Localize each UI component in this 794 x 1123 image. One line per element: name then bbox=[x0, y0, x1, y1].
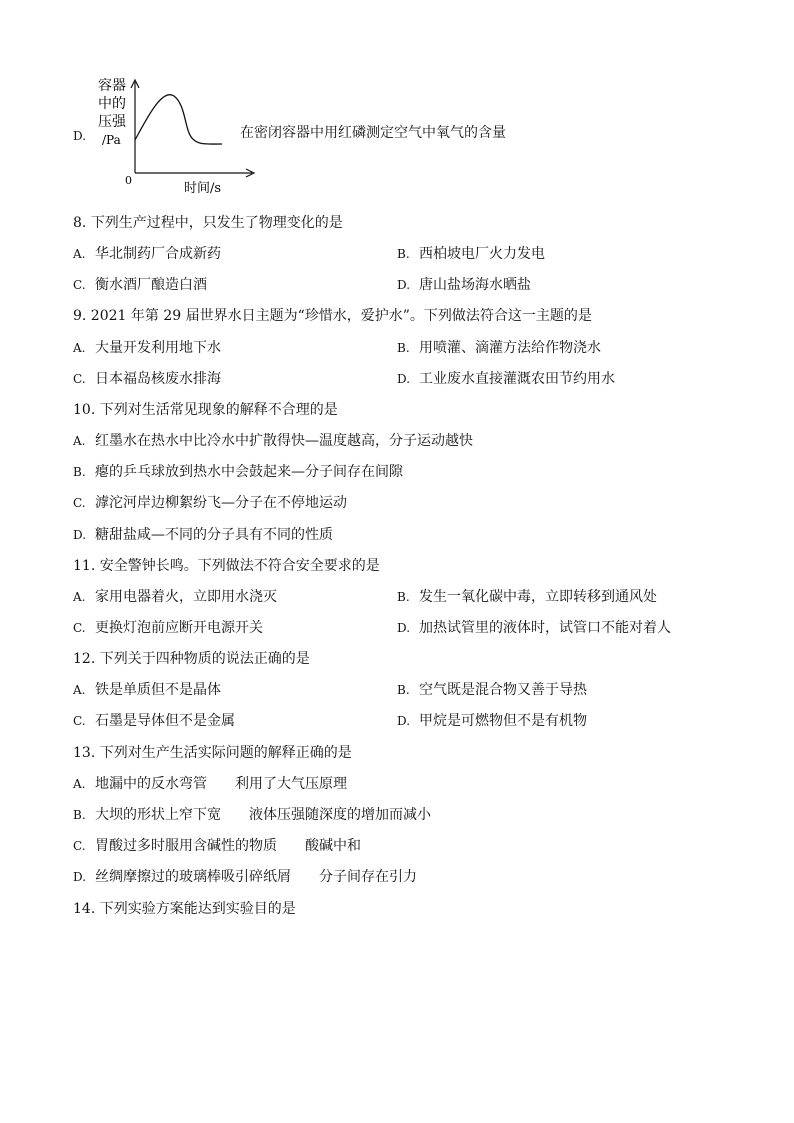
q11-option-b: B. 发生一氧化碳中毒，立即转移到通风处 bbox=[397, 589, 657, 605]
q13-option-b: B. 大坝的形状上窄下宽 液体压强随深度的增加而减小 bbox=[73, 807, 431, 823]
q11-option-c: C. 更换灯泡前应断开电源开关 bbox=[73, 620, 263, 636]
q9-option-c: C. 日本福岛核废水排海 bbox=[73, 371, 221, 387]
graph-ylabel-line: 容器 bbox=[98, 78, 126, 94]
q8-stem: 8. 下列生产过程中，只发生了物理变化的是 bbox=[73, 215, 343, 231]
q9-option-d: D. 工业废水直接灌溉农田节约用水 bbox=[397, 371, 615, 387]
q10-option-c: C. 滹沱河岸边柳絮纷飞—分子在不停地运动 bbox=[73, 495, 347, 511]
q13-stem: 13. 下列对生产生活实际问题的解释正确的是 bbox=[73, 745, 352, 761]
q14-stem: 14. 下列实验方案能达到实验目的是 bbox=[73, 901, 296, 917]
q10-option-b: B. 瘪的乒乓球放到热水中会鼓起来—分子间存在间隙 bbox=[73, 464, 403, 480]
graph-ylabel-line: /Pa bbox=[102, 133, 121, 147]
q12-option-b: B. 空气既是混合物又善于导热 bbox=[397, 682, 587, 698]
graph-ylabel-line: 压强 bbox=[98, 114, 126, 130]
q8-option-a: A. 华北制药厂合成新药 bbox=[73, 246, 221, 262]
q9-stem: 9. 2021 年第 29 届世界水日主题为“珍惜水，爱护水”。下列做法符合这一主题的是 bbox=[73, 308, 592, 324]
q12-option-d: D. 甲烷是可燃物但不是有机物 bbox=[397, 713, 587, 729]
q9-option-b: B. 用喷灌、滴灌方法给作物浇水 bbox=[397, 340, 601, 356]
q12-option-c: C. 石墨是导体但不是金属 bbox=[73, 713, 235, 729]
graph-origin-label: 0 bbox=[125, 174, 132, 187]
graph-xlabel: 时间/s bbox=[184, 181, 222, 196]
q8-option-b: B. 西柏坡电厂火力发电 bbox=[397, 246, 545, 262]
q10-option-d: D. 糖甜盐咸—不同的分子具有不同的性质 bbox=[73, 527, 333, 543]
q10-stem: 10. 下列对生活常见现象的解释不合理的是 bbox=[73, 402, 338, 418]
q11-option-d: D. 加热试管里的液体时，试管口不能对着人 bbox=[397, 620, 671, 636]
q7-option-d-letter: D. bbox=[73, 129, 87, 143]
q8-option-c: C. 衡水酒厂酿造白酒 bbox=[73, 277, 207, 293]
q10-option-a: A. 红墨水在热水中比冷水中扩散得快—温度越高，分子运动越快 bbox=[73, 433, 473, 449]
graph-ylabel-line: 中的 bbox=[98, 96, 126, 112]
q13-option-d: D. 丝绸摩擦过的玻璃棒吸引碎纸屑 分子间存在引力 bbox=[73, 869, 417, 885]
graph-pressure-curve bbox=[135, 95, 222, 144]
q8-option-d: D. 唐山盐场海水晒盐 bbox=[397, 277, 531, 293]
q11-stem: 11. 安全警钟长鸣。下列做法不符合安全要求的是 bbox=[73, 558, 380, 574]
q12-option-a: A. 铁是单质但不是晶体 bbox=[73, 682, 221, 698]
q9-option-a: A. 大量开发利用地下水 bbox=[73, 340, 221, 356]
q7-option-d-description: 在密闭容器中用红磷测定空气中氧气的含量 bbox=[240, 125, 506, 141]
q13-option-a: A. 地漏中的反水弯管 利用了大气压原理 bbox=[73, 776, 347, 792]
q13-option-c: C. 胃酸过多时服用含碱性的物质 酸碱中和 bbox=[73, 838, 361, 854]
q11-option-a: A. 家用电器着火，立即用水浇灭 bbox=[73, 589, 277, 605]
q12-stem: 12. 下列关于四种物质的说法正确的是 bbox=[73, 651, 310, 667]
